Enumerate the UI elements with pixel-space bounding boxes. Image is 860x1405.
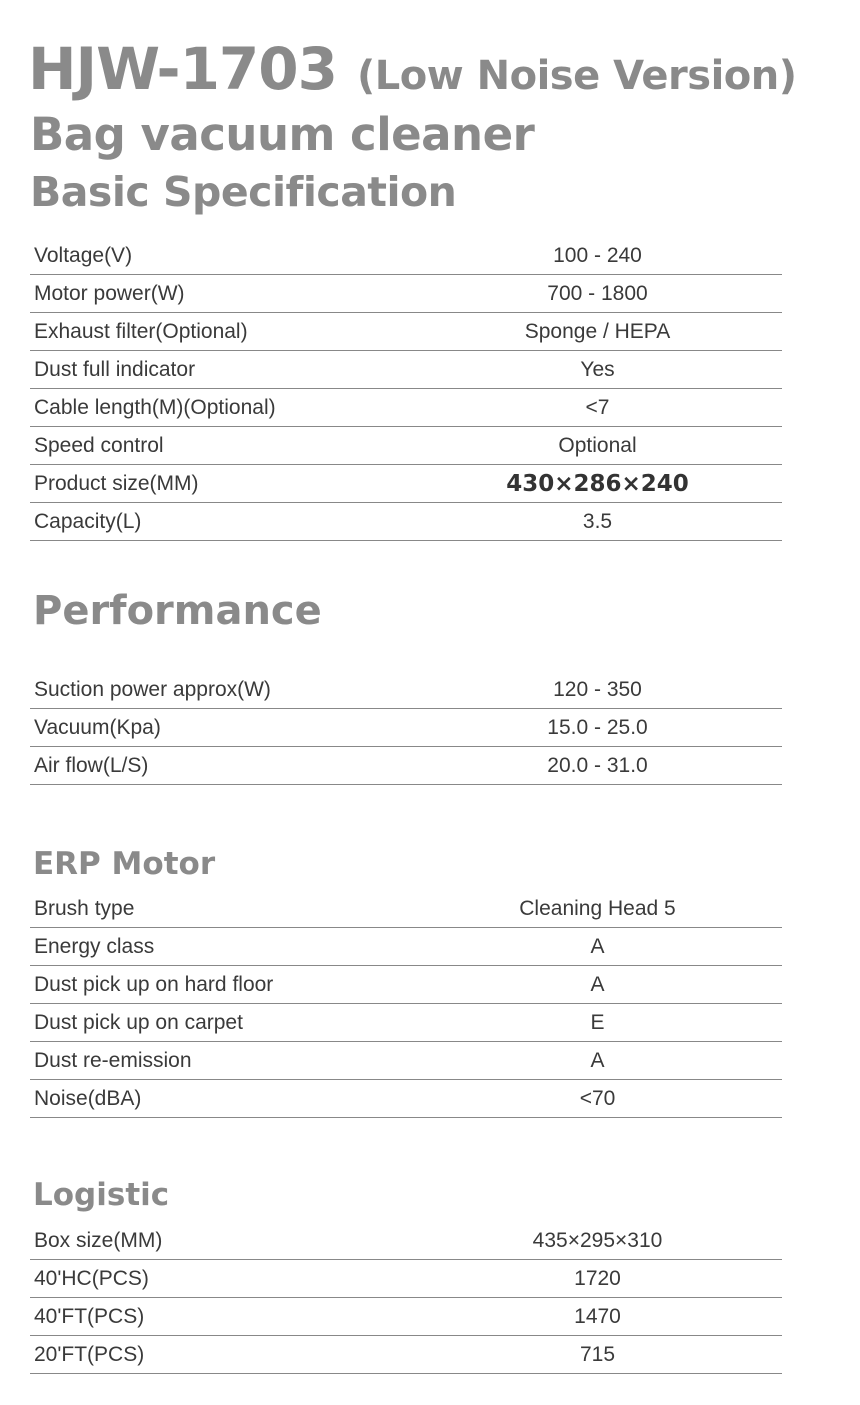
spec-label: Dust re-emission xyxy=(34,1048,192,1072)
spec-value: 120 - 350 xyxy=(553,677,642,701)
spec-value: Sponge / HEPA xyxy=(524,319,671,343)
section-title-basic-specification: Basic Specification xyxy=(30,168,457,216)
spec-label: Exhaust filter(Optional) xyxy=(34,319,248,343)
table-row xyxy=(30,928,782,966)
spec-label: Capacity(L) xyxy=(34,509,142,533)
table-row xyxy=(30,709,782,747)
spec-value: Cleaning Head 5 xyxy=(519,896,676,920)
logistic-table xyxy=(30,1222,782,1374)
spec-value: 3.5 xyxy=(582,509,613,533)
table-row xyxy=(30,313,782,351)
spec-label: Dust full indicator xyxy=(34,357,196,381)
spec-value: 100 - 240 xyxy=(553,243,642,267)
section-title-logistic: Logistic xyxy=(33,1177,170,1213)
table-row xyxy=(30,351,782,389)
table-row xyxy=(30,1260,782,1298)
spec-value: Optional xyxy=(558,433,637,457)
section-title-erp-motor: ERP Motor xyxy=(33,846,216,882)
performance-table xyxy=(30,671,782,785)
spec-label: Product size(MM) xyxy=(34,471,199,495)
spec-label: Motor power(W) xyxy=(34,281,185,305)
table-row xyxy=(30,237,782,275)
spec-label: 20'FT(PCS) xyxy=(34,1342,145,1366)
spec-value: A xyxy=(590,1048,605,1072)
table-row xyxy=(30,389,782,427)
spec-label: Vacuum(Kpa) xyxy=(34,715,161,739)
table-row xyxy=(30,427,782,465)
spec-value: E xyxy=(590,1010,605,1034)
spec-label: Voltage(V) xyxy=(34,243,133,267)
spec-value: Yes xyxy=(580,357,615,381)
spec-value: 715 xyxy=(579,1342,616,1366)
table-row xyxy=(30,1222,782,1260)
spec-label: Dust pick up on carpet xyxy=(34,1010,243,1034)
spec-label: Dust pick up on hard floor xyxy=(34,972,274,996)
table-row xyxy=(30,465,782,503)
spec-value: A xyxy=(590,934,605,958)
spec-value: <70 xyxy=(579,1086,616,1110)
spec-value: A xyxy=(590,972,605,996)
spec-value: 20.0 - 31.0 xyxy=(547,753,648,777)
spec-label: Air flow(L/S) xyxy=(34,753,149,777)
spec-value-product-size: 430×286×240 xyxy=(506,470,689,497)
model-title xyxy=(28,35,797,103)
table-row xyxy=(30,1298,782,1336)
spec-value: 1470 xyxy=(574,1304,621,1328)
section-title-performance: Performance xyxy=(33,588,322,634)
spec-label: Box size(MM) xyxy=(34,1228,163,1252)
spec-label: Brush type xyxy=(34,896,135,920)
table-row xyxy=(30,1336,782,1374)
spec-value: 700 - 1800 xyxy=(547,281,648,305)
spec-value: 15.0 - 25.0 xyxy=(547,715,648,739)
table-row xyxy=(30,966,782,1004)
spec-label: Noise(dBA) xyxy=(34,1086,142,1110)
table-row xyxy=(30,275,782,313)
model-number: HJW-1703 xyxy=(28,35,337,103)
spec-label: Cable length(M)(Optional) xyxy=(34,395,276,419)
spec-label: Energy class xyxy=(34,934,155,958)
table-row xyxy=(30,890,782,928)
table-row xyxy=(30,1004,782,1042)
spec-label: 40'HC(PCS) xyxy=(34,1266,149,1290)
spec-value: 1720 xyxy=(574,1266,621,1290)
table-row xyxy=(30,503,782,541)
spec-value: 435×295×310 xyxy=(532,1228,663,1252)
spec-label: Suction power approx(W) xyxy=(34,677,271,701)
product-type: Bag vacuum cleaner xyxy=(30,108,535,161)
spec-label: Speed control xyxy=(34,433,164,457)
basic-specification-table xyxy=(30,237,782,541)
table-row xyxy=(30,1080,782,1118)
model-variant: (Low Noise Version) xyxy=(357,53,797,99)
spec-label: 40'FT(PCS) xyxy=(34,1304,145,1328)
spec-value: <7 xyxy=(585,395,610,419)
erp-motor-table xyxy=(30,890,782,1118)
table-row xyxy=(30,671,782,709)
table-row xyxy=(30,747,782,785)
table-row xyxy=(30,1042,782,1080)
